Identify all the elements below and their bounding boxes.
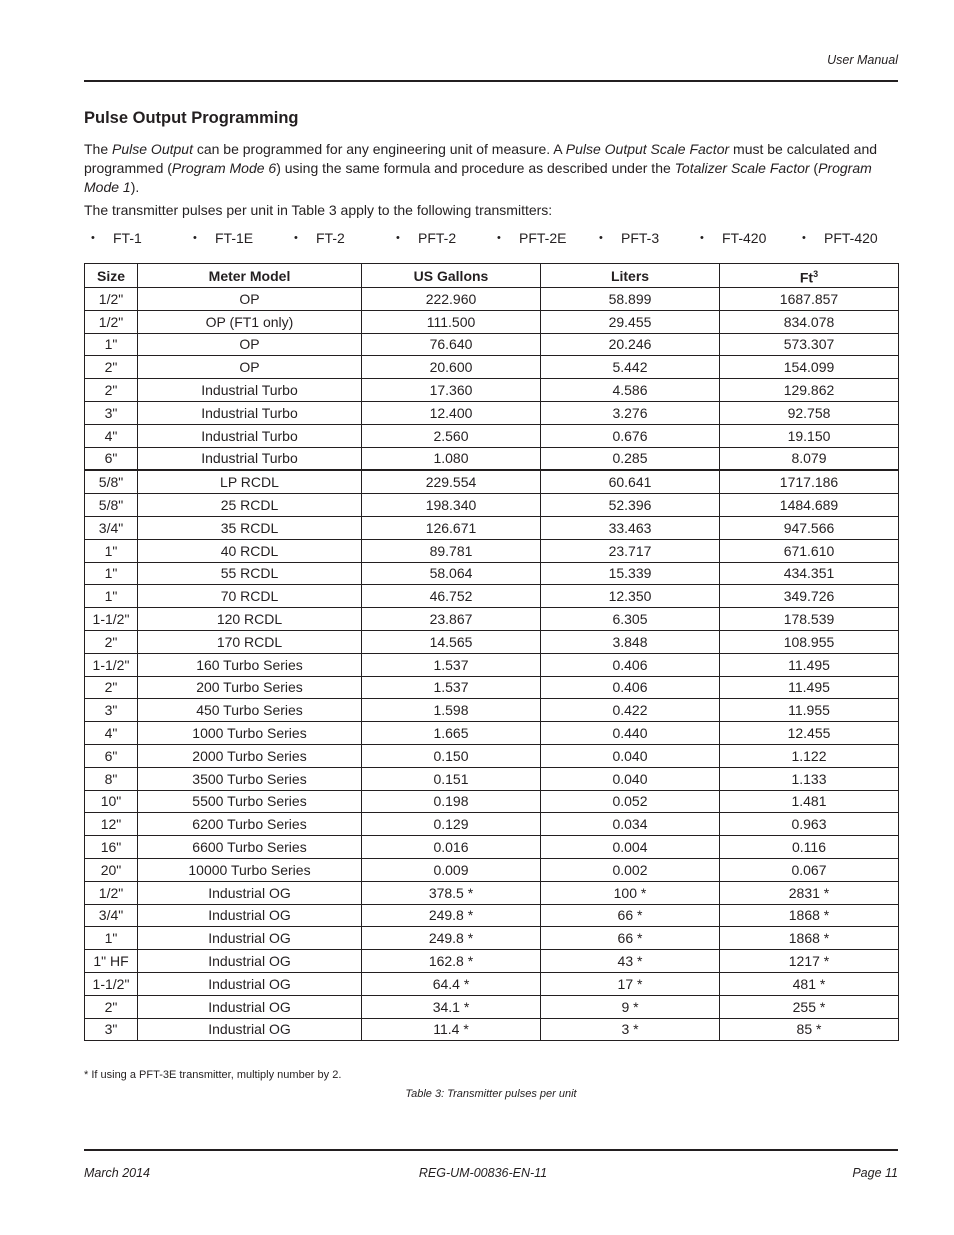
table-row	[85, 881, 899, 904]
section-title: Pulse Output Programming	[84, 109, 299, 127]
table-cell: 0.040	[541, 744, 720, 767]
table-cell: Industrial Turbo	[138, 401, 362, 424]
table-header-row	[85, 264, 899, 288]
table-cell: Industrial OG	[138, 972, 362, 995]
table-cell: 58.064	[362, 562, 541, 585]
table-row	[85, 995, 899, 1018]
table-cell: 0.016	[362, 836, 541, 859]
table-row	[85, 608, 899, 631]
table-cell: 3 *	[541, 1018, 720, 1041]
table-cell: 1-1/2"	[85, 653, 138, 676]
pulses-table	[84, 263, 899, 1041]
table-cell: 481 *	[720, 972, 899, 995]
table-cell: 20.246	[541, 333, 720, 356]
transmitter-item: • PFT-3	[621, 230, 659, 246]
header-us-gallons: US Gallons	[362, 264, 541, 288]
table-row	[85, 516, 899, 539]
table-cell: 0.067	[720, 858, 899, 881]
table-cell: 0.052	[541, 790, 720, 813]
table-cell: 66 *	[541, 904, 720, 927]
table-cell: 2"	[85, 356, 138, 379]
table-cell: 85 *	[720, 1018, 899, 1041]
table-cell: 671.610	[720, 539, 899, 562]
header-rule	[84, 80, 898, 82]
table-cell: 76.640	[362, 333, 541, 356]
table-cell: 11.4 *	[362, 1018, 541, 1041]
footer-doc-id: REG-UM-00836-EN-11	[418, 1166, 548, 1180]
table-cell: 3500 Turbo Series	[138, 767, 362, 790]
table-row	[85, 585, 899, 608]
table-cell: Industrial OG	[138, 995, 362, 1018]
table-cell: 10"	[85, 790, 138, 813]
table-cell: Industrial OG	[138, 1018, 362, 1041]
table-cell: 3/4"	[85, 904, 138, 927]
table-cell: 1868 *	[720, 904, 899, 927]
table-cell: 3"	[85, 401, 138, 424]
table-cell: 0.406	[541, 653, 720, 676]
table-cell: 1"	[85, 585, 138, 608]
table-cell: 0.285	[541, 447, 720, 470]
table-cell: 170 RCDL	[138, 630, 362, 653]
table-cell: 15.339	[541, 562, 720, 585]
table-cell: 20"	[85, 858, 138, 881]
table-cell: 154.099	[720, 356, 899, 379]
table-row	[85, 539, 899, 562]
table-cell: 178.539	[720, 608, 899, 631]
table-cell: 3"	[85, 1018, 138, 1041]
table-cell: 17 *	[541, 972, 720, 995]
table-row	[85, 333, 899, 356]
table-cell: Industrial OG	[138, 904, 362, 927]
table-row	[85, 744, 899, 767]
table-cell: 0.129	[362, 813, 541, 836]
table-cell: 349.726	[720, 585, 899, 608]
table-cell: 1"	[85, 333, 138, 356]
header-meter-model: Meter Model	[138, 264, 362, 288]
table-cell: 834.078	[720, 310, 899, 333]
table-cell: 4"	[85, 424, 138, 447]
table-cell: 12"	[85, 813, 138, 836]
table-row	[85, 310, 899, 333]
table-cell: 1484.689	[720, 494, 899, 517]
table-cell: Industrial OG	[138, 950, 362, 973]
table-cell: 1"	[85, 539, 138, 562]
table-cell: 11.495	[720, 676, 899, 699]
intro-paragraph: The Pulse Output can be programmed for any engineering unit of measure. A Pulse Output Scale Factor must be calculated and programmed (Program Mode 6) using the same formula and procedure as described under the Totalizer Scale Factor (Program Mode 1).	[84, 141, 878, 195]
table-cell: 40 RCDL	[138, 539, 362, 562]
table-cell: Industrial OG	[138, 881, 362, 904]
table-cell: 19.150	[720, 424, 899, 447]
header-cubic-feet: Ft$^3$	[720, 264, 899, 288]
table-row	[85, 379, 899, 402]
table-cell: 5/8"	[85, 470, 138, 493]
table-cell: 12.350	[541, 585, 720, 608]
table-cell: 0.040	[541, 767, 720, 790]
table-cell: 0.004	[541, 836, 720, 859]
table-cell: 1.537	[362, 653, 541, 676]
table-cell: 11.495	[720, 653, 899, 676]
table-row	[85, 447, 899, 470]
table-cell: 14.565	[362, 630, 541, 653]
table-cell: 1.481	[720, 790, 899, 813]
table-cell: 23.717	[541, 539, 720, 562]
table-cell: 2"	[85, 630, 138, 653]
table-cell: 6200 Turbo Series	[138, 813, 362, 836]
table-cell: Industrial Turbo	[138, 424, 362, 447]
table-cell: 12.400	[362, 401, 541, 424]
table-row	[85, 494, 899, 517]
table-cell: 1687.857	[720, 288, 899, 311]
table-cell: 1/2"	[85, 288, 138, 311]
footnote: * If using a PFT-3E transmitter, multiply number by 2.	[84, 1069, 342, 1081]
table-cell: 66 *	[541, 927, 720, 950]
table-cell: 120 RCDL	[138, 608, 362, 631]
table-cell: 64.4 *	[362, 972, 541, 995]
table-cell: 1.665	[362, 722, 541, 745]
table-row	[85, 653, 899, 676]
table-row	[85, 972, 899, 995]
table-cell: 0.440	[541, 722, 720, 745]
table-cell: 89.781	[362, 539, 541, 562]
table-cell: OP (FT1 only)	[138, 310, 362, 333]
table-cell: 55 RCDL	[138, 562, 362, 585]
table-cell: 10000 Turbo Series	[138, 858, 362, 881]
table-cell: 0.198	[362, 790, 541, 813]
table-row	[85, 950, 899, 973]
header-liters: Liters	[541, 264, 720, 288]
table-cell: 200 Turbo Series	[138, 676, 362, 699]
table-cell: 108.955	[720, 630, 899, 653]
table-row	[85, 858, 899, 881]
table-cell: 33.463	[541, 516, 720, 539]
table-row	[85, 401, 899, 424]
table-caption: Table 3: Transmitter pulses per unit	[405, 1088, 577, 1100]
table-cell: 52.396	[541, 494, 720, 517]
table-cell: 46.752	[362, 585, 541, 608]
table-row	[85, 424, 899, 447]
table-row	[85, 1018, 899, 1041]
table-cell: 5.442	[541, 356, 720, 379]
table-row	[85, 904, 899, 927]
table-cell: 0.676	[541, 424, 720, 447]
table-row	[85, 722, 899, 745]
table-cell: 0.002	[541, 858, 720, 881]
transmitter-list	[84, 230, 898, 250]
transmitter-item: • PFT-420	[824, 230, 878, 246]
table-cell: 162.8 *	[362, 950, 541, 973]
table-cell: 11.955	[720, 699, 899, 722]
table-cell: 1-1/2"	[85, 608, 138, 631]
table-cell: 25 RCDL	[138, 494, 362, 517]
table-cell: 29.455	[541, 310, 720, 333]
table-cell: 1.080	[362, 447, 541, 470]
table-cell: 2831 *	[720, 881, 899, 904]
table-cell: 60.641	[541, 470, 720, 493]
table-cell: 1.598	[362, 699, 541, 722]
table-body	[85, 288, 899, 1041]
table-row	[85, 562, 899, 585]
table-cell: 1000 Turbo Series	[138, 722, 362, 745]
table-cell: 450 Turbo Series	[138, 699, 362, 722]
table-cell: 0.151	[362, 767, 541, 790]
table-cell: OP	[138, 333, 362, 356]
table-cell: 5/8"	[85, 494, 138, 517]
header-label: User Manual	[827, 53, 898, 67]
table-row	[85, 927, 899, 950]
table-cell: 1" HF	[85, 950, 138, 973]
table-cell: 9 *	[541, 995, 720, 1018]
table-cell: 229.554	[362, 470, 541, 493]
table-cell: 222.960	[362, 288, 541, 311]
table-cell: 2"	[85, 379, 138, 402]
table-cell: 1717.186	[720, 470, 899, 493]
table-cell: 23.867	[362, 608, 541, 631]
table-cell: 2"	[85, 676, 138, 699]
table-cell: 126.671	[362, 516, 541, 539]
table-row	[85, 767, 899, 790]
table-cell: 2"	[85, 995, 138, 1018]
table-cell: Industrial Turbo	[138, 379, 362, 402]
table-cell: OP	[138, 288, 362, 311]
footer-rule	[84, 1149, 898, 1151]
table-cell: Industrial Turbo	[138, 447, 362, 470]
table-cell: 100 *	[541, 881, 720, 904]
table-cell: 129.862	[720, 379, 899, 402]
table-cell: 2000 Turbo Series	[138, 744, 362, 767]
table-cell: 8"	[85, 767, 138, 790]
table-cell: 0.150	[362, 744, 541, 767]
table-cell: Industrial OG	[138, 927, 362, 950]
footer-page-number: Page 11	[852, 1166, 898, 1180]
table-cell: 255 *	[720, 995, 899, 1018]
table-cell: 3.276	[541, 401, 720, 424]
table-cell: 378.5 *	[362, 881, 541, 904]
footer-date: March 2014	[84, 1166, 151, 1180]
table-cell: 0.963	[720, 813, 899, 836]
table-cell: 0.406	[541, 676, 720, 699]
table-cell: 0.422	[541, 699, 720, 722]
table-cell: 1.133	[720, 767, 899, 790]
table-cell: 12.455	[720, 722, 899, 745]
table-row	[85, 676, 899, 699]
table-cell: 434.351	[720, 562, 899, 585]
table-cell: 1/2"	[85, 881, 138, 904]
table-cell: 34.1 *	[362, 995, 541, 1018]
table-cell: 35 RCDL	[138, 516, 362, 539]
table-cell: 573.307	[720, 333, 899, 356]
table-cell: 1217 *	[720, 950, 899, 973]
table-cell: 8.079	[720, 447, 899, 470]
table-cell: 20.600	[362, 356, 541, 379]
transmitter-item: • FT-1E	[215, 230, 253, 246]
transmitter-item: • FT-2	[316, 230, 345, 246]
transmitter-item: • FT-420	[722, 230, 766, 246]
table-row	[85, 470, 899, 493]
table-cell: 43 *	[541, 950, 720, 973]
table-cell: 947.566	[720, 516, 899, 539]
table-cell: 1.537	[362, 676, 541, 699]
table-cell: 0.034	[541, 813, 720, 836]
table-row	[85, 836, 899, 859]
table-row	[85, 288, 899, 311]
table-cell: 92.758	[720, 401, 899, 424]
table-cell: 0.116	[720, 836, 899, 859]
table-cell: LP RCDL	[138, 470, 362, 493]
table-cell: 198.340	[362, 494, 541, 517]
table-cell: 1"	[85, 927, 138, 950]
table-cell: 111.500	[362, 310, 541, 333]
table-cell: 4"	[85, 722, 138, 745]
table-cell: 3.848	[541, 630, 720, 653]
table-cell: 4.586	[541, 379, 720, 402]
table-cell: 5500 Turbo Series	[138, 790, 362, 813]
table-cell: 6600 Turbo Series	[138, 836, 362, 859]
table-cell: 3/4"	[85, 516, 138, 539]
table-row	[85, 813, 899, 836]
transmitter-item: • FT-1	[113, 230, 142, 246]
table-cell: 1"	[85, 562, 138, 585]
table-cell: 16"	[85, 836, 138, 859]
table-cell: 70 RCDL	[138, 585, 362, 608]
table-cell: 249.8 *	[362, 927, 541, 950]
table-cell: 3"	[85, 699, 138, 722]
table-row	[85, 356, 899, 379]
transmitter-item: • PFT-2E	[519, 230, 566, 246]
table-cell: 6.305	[541, 608, 720, 631]
table-cell: 1-1/2"	[85, 972, 138, 995]
table-cell: 58.899	[541, 288, 720, 311]
header-size: Size	[85, 264, 138, 288]
transmitter-item: • PFT-2	[418, 230, 456, 246]
table-cell: 1.122	[720, 744, 899, 767]
table-cell: 1868 *	[720, 927, 899, 950]
table-row	[85, 790, 899, 813]
table-cell: 160 Turbo Series	[138, 653, 362, 676]
transmitters-paragraph: The transmitter pulses per unit in Table 3 apply to the following transmitters:	[84, 202, 553, 218]
table-cell: 1/2"	[85, 310, 138, 333]
table-cell: 0.009	[362, 858, 541, 881]
table-cell: 6"	[85, 447, 138, 470]
table-cell: 2.560	[362, 424, 541, 447]
table-cell: OP	[138, 356, 362, 379]
table-cell: 249.8 *	[362, 904, 541, 927]
table-cell: 17.360	[362, 379, 541, 402]
table-row	[85, 630, 899, 653]
table-row	[85, 699, 899, 722]
table-cell: 6"	[85, 744, 138, 767]
